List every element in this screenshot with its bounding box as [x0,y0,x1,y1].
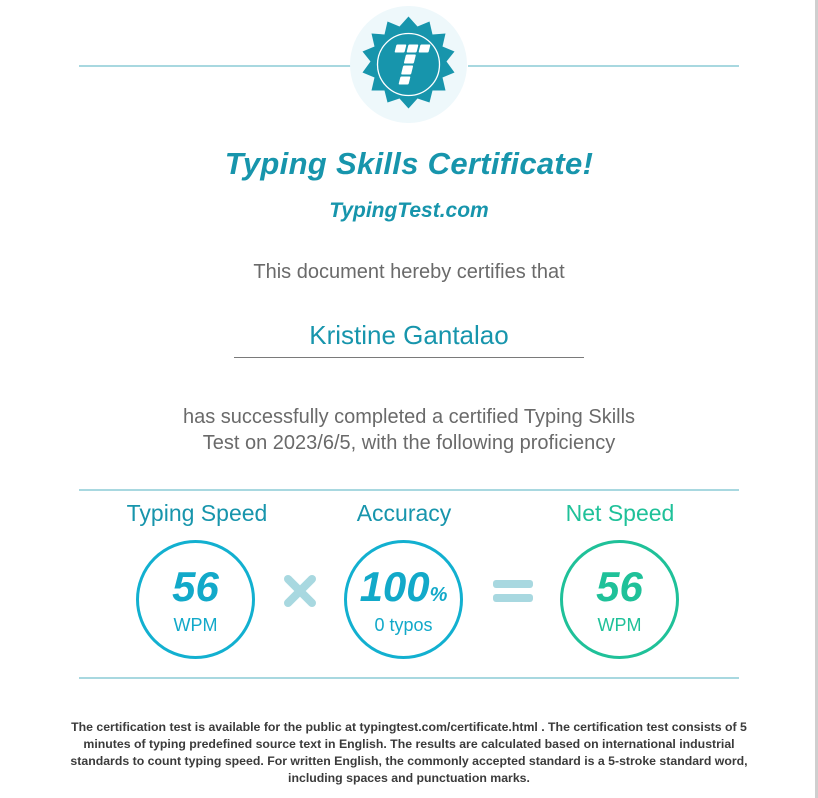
recipient-name: Kristine Gantalao [309,320,509,350]
multiply-icon [283,574,317,608]
typing-speed-circle [136,540,255,659]
badge-t-icon [350,6,467,123]
net-speed-unit: WPM [597,615,642,635]
completion-line-1: has successfully completed a certified Typing Skills [182,406,636,428]
site-name: TypingTest.com [329,199,489,222]
typingtest-logo [350,6,467,123]
typing-speed-label: Typing Speed [126,500,268,526]
accuracy-percent-sign: % [429,584,448,606]
net-speed-label: Net Speed [565,500,675,526]
typing-speed-value: 56 [172,563,219,610]
typing-speed-unit: WPM [173,615,218,635]
accuracy-value: 100 [359,563,430,610]
stats-divider-bottom [79,677,739,679]
equals-icon [493,578,533,604]
accuracy-label: Accuracy [356,500,452,526]
accuracy-circle [344,540,463,659]
accuracy-typos: 0 typos [374,615,433,635]
certifies-text: This document hereby certifies that [253,261,565,283]
net-speed-value: 56 [596,563,643,610]
accuracy-value-wrap [347,563,460,619]
footer-disclaimer: The certification test is available for the public at typingtest.com/certificate.html . The certification test consists of 5 minutes of typing predefined source text in English. The results are calculated based on international industrial standards to count typing speed. For written English, the commonly accepted standard is a 5-stroke standard word, including spaces and punctuation marks. [70,720,748,785]
name-underline [234,357,584,358]
header-divider-right [468,65,739,67]
net-speed-circle [560,540,679,659]
completion-line-2: Test on 2023/6/5, with the following proficiency [202,432,616,454]
header-divider-left [79,65,351,67]
certificate-title: Typing Skills Certificate! [224,146,594,181]
completion-statement [0,404,818,456]
stats-divider-top [79,489,739,491]
